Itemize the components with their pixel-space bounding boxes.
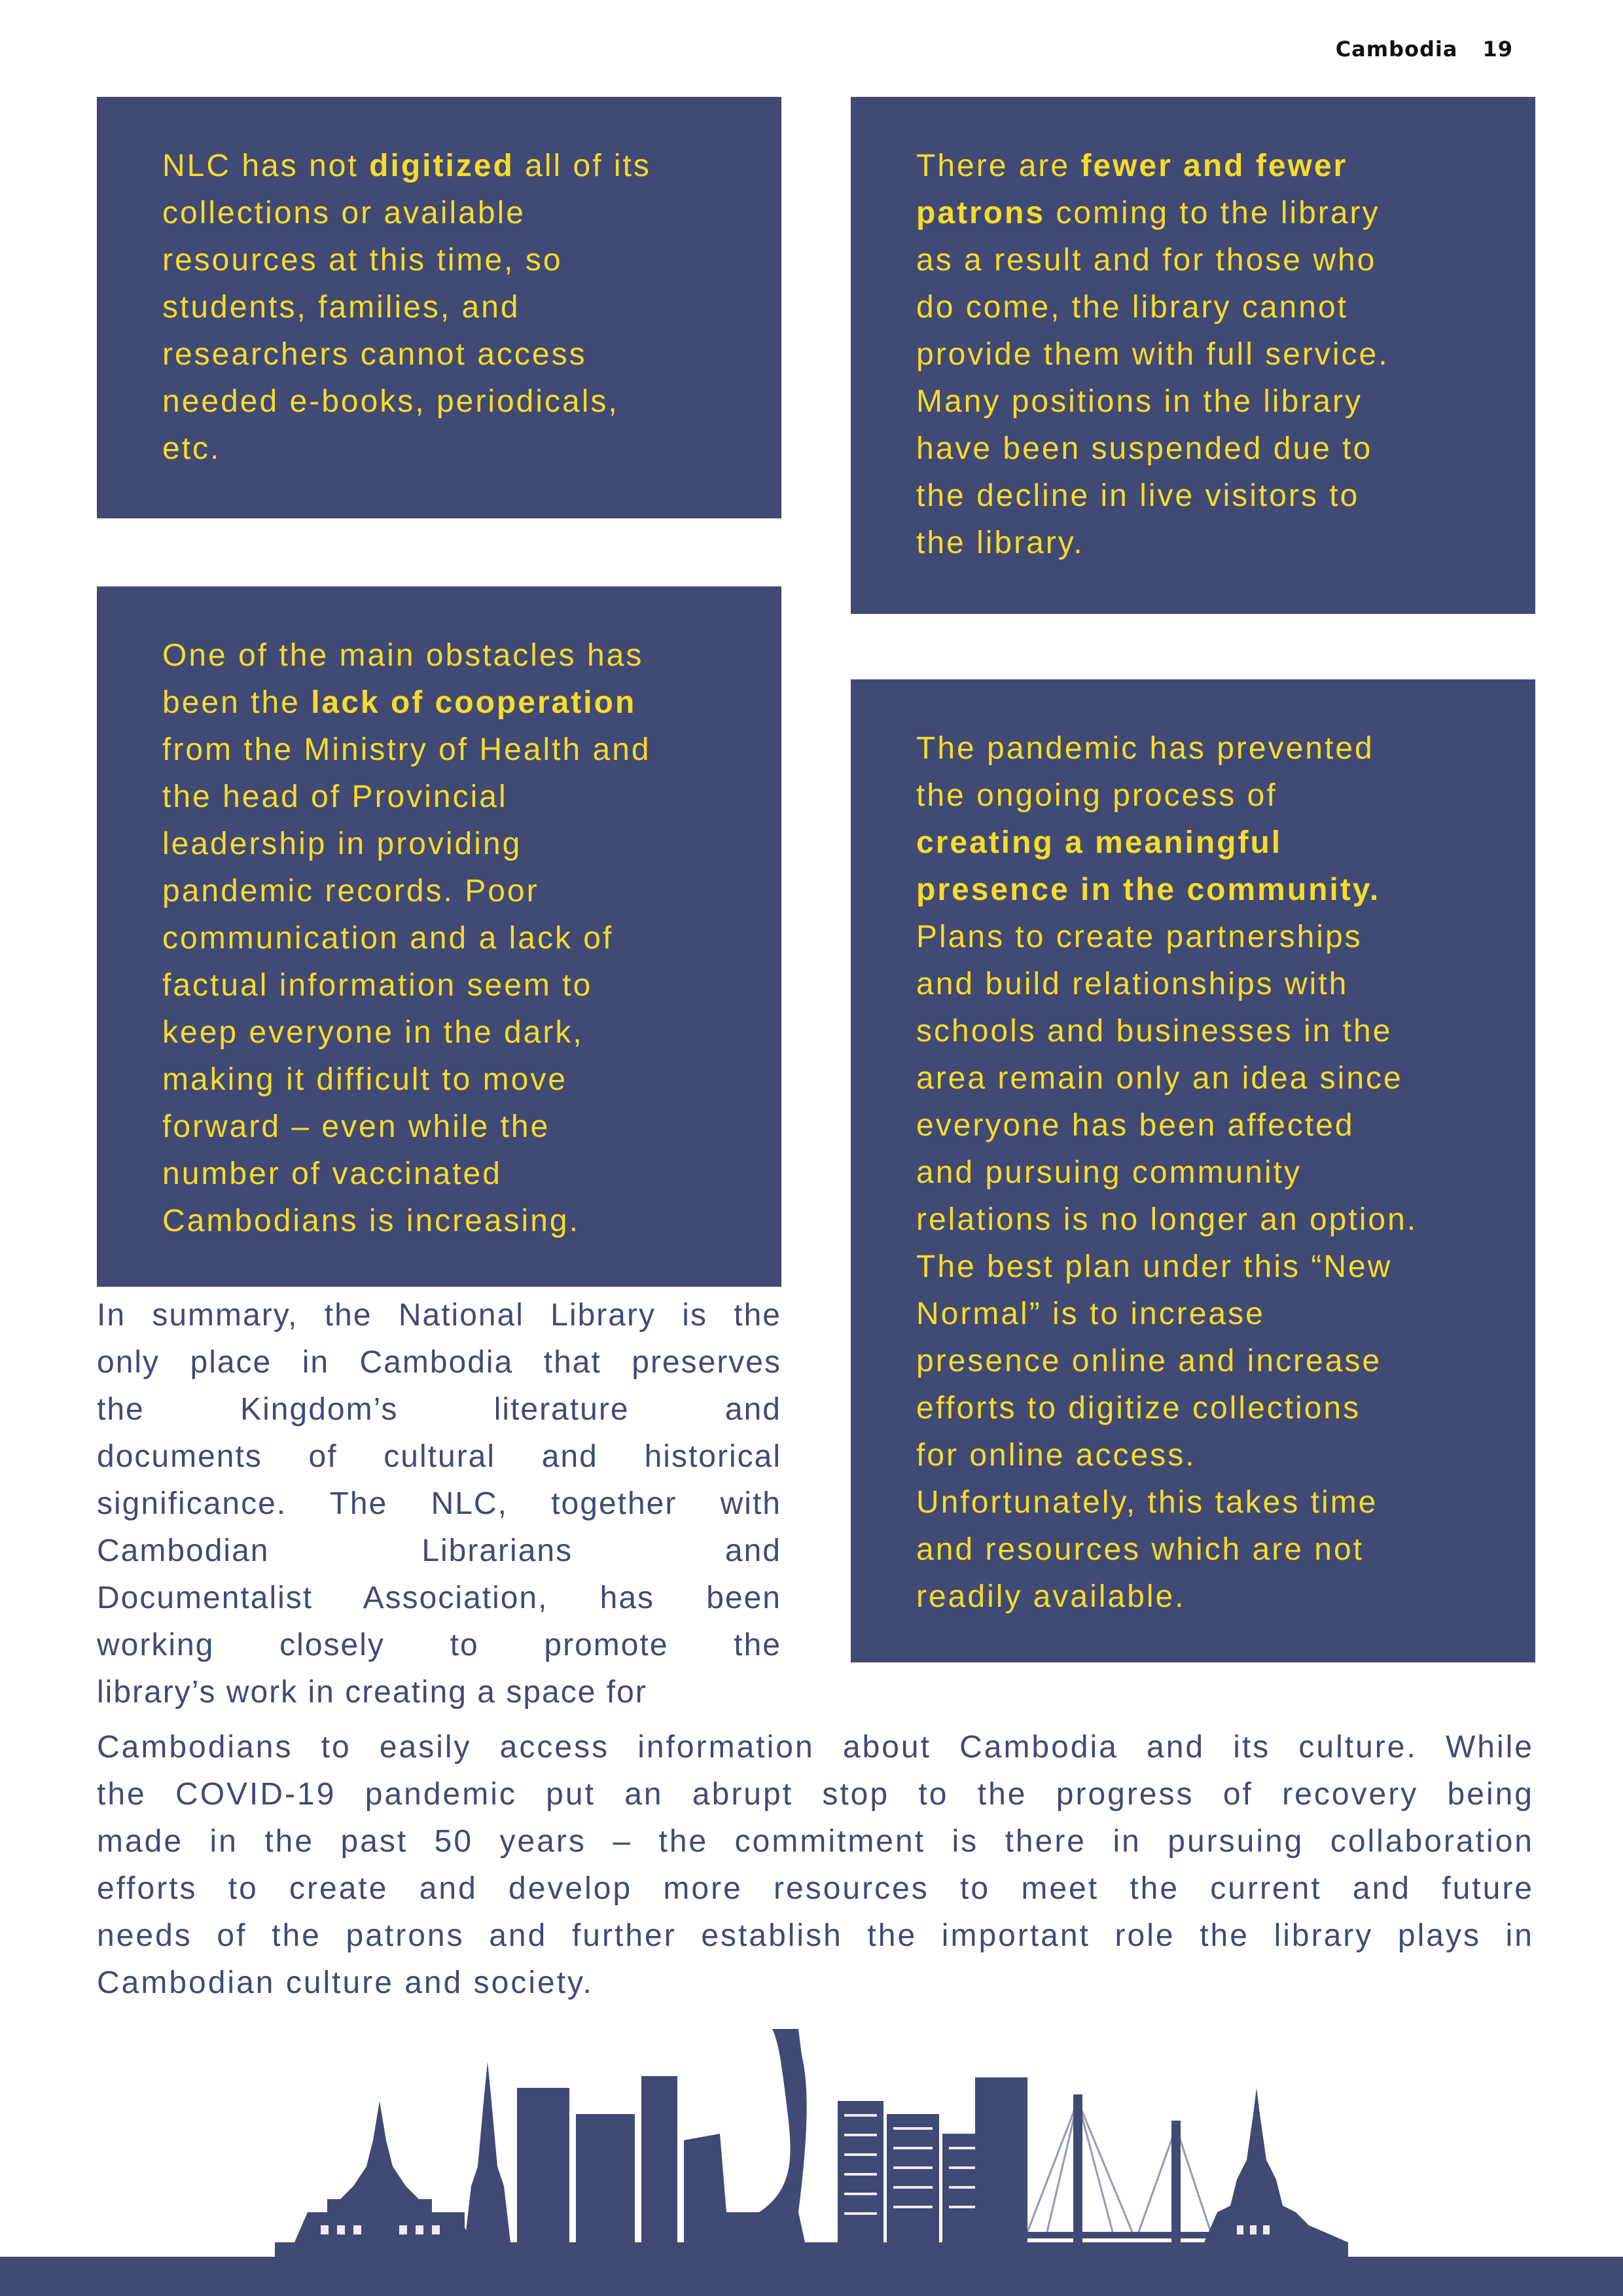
body-text: and resources which are not bbox=[916, 1532, 1364, 1567]
patrons-callout-text bbox=[916, 143, 1472, 567]
cooperation-line bbox=[162, 679, 719, 726]
closing-line: Cambodians to easily access information about Cambodia and its culture. While bbox=[97, 1730, 1534, 1765]
patrons-line bbox=[916, 520, 1472, 567]
closing-line: made in the past 50 years – the commitment is there in pursuing collaboration bbox=[97, 1824, 1534, 1859]
body-text: NLC has not bbox=[162, 149, 370, 183]
body-text: Normal” is to increase bbox=[916, 1297, 1265, 1331]
body-text: coming to the library bbox=[1045, 196, 1380, 230]
patrons-line bbox=[916, 378, 1472, 425]
digitized-callout-box bbox=[97, 97, 781, 518]
body-text: students, families, and bbox=[162, 290, 520, 325]
body-text: factual information seem to bbox=[162, 968, 593, 1003]
body-text: and build relationships with bbox=[916, 967, 1349, 1001]
body-text: pandemic records. Poor bbox=[162, 874, 539, 908]
body-text: area remain only an idea since bbox=[916, 1061, 1403, 1096]
community-line bbox=[916, 961, 1472, 1008]
closing-paragraph bbox=[97, 1724, 1534, 2007]
body-text: There are bbox=[916, 149, 1081, 183]
body-text: etc. bbox=[162, 431, 221, 466]
community-line bbox=[916, 1102, 1472, 1149]
summary-line: Cambodian Librarians and bbox=[97, 1534, 781, 1568]
cooperation-line bbox=[162, 1009, 719, 1056]
tower-g bbox=[975, 2077, 1027, 2245]
body-text: schools and businesses in the bbox=[916, 1014, 1393, 1049]
closing-line: the COVID-19 pandemic put an abrupt stop to the progress of recovery being bbox=[97, 1777, 1534, 1812]
footer-band bbox=[0, 2257, 1623, 2296]
body-text: the decline in live visitors to bbox=[916, 478, 1360, 513]
body-text: efforts to digitize collections bbox=[916, 1391, 1361, 1426]
digitized-line bbox=[162, 284, 719, 331]
patrons-line bbox=[916, 237, 1472, 284]
tower-c bbox=[641, 2076, 677, 2245]
digitized-line bbox=[162, 425, 719, 473]
tower-b bbox=[576, 2114, 635, 2245]
section-title: Cambodia bbox=[1335, 37, 1458, 62]
summary-line: Documentalist Association, has been bbox=[97, 1581, 781, 1615]
digitized-callout-text bbox=[162, 143, 719, 473]
community-line bbox=[916, 1432, 1472, 1479]
body-text: and pursuing community bbox=[916, 1155, 1302, 1190]
cooperation-line bbox=[162, 962, 719, 1009]
body-text: Plans to create partnerships bbox=[916, 920, 1363, 954]
phnom-penh-skyline-illustration bbox=[0, 2016, 1623, 2296]
body-text: the ongoing process of bbox=[916, 778, 1277, 813]
body-text: relations is no longer an option. bbox=[916, 1202, 1418, 1237]
summary-line: In summary, the National Library is the bbox=[97, 1298, 781, 1333]
community-line bbox=[916, 819, 1472, 867]
body-text: been the bbox=[162, 685, 312, 720]
cooperation-line bbox=[162, 726, 719, 774]
summary-line: documents of cultural and historical bbox=[97, 1439, 781, 1474]
closing-line: Cambodian culture and society. bbox=[97, 1965, 594, 2000]
body-text: from the Ministry of Health and bbox=[162, 732, 651, 767]
body-text: The best plan under this “New bbox=[916, 1249, 1393, 1284]
body-text: collections or available bbox=[162, 196, 526, 230]
emphasis-text: presence in the community. bbox=[916, 872, 1381, 907]
summary-line: only place in Cambodia that preserves bbox=[97, 1345, 781, 1380]
page-number: 19 bbox=[1482, 37, 1513, 62]
body-text: needed e-books, periodicals, bbox=[162, 384, 619, 419]
community-callout-text bbox=[916, 725, 1472, 1621]
community-line bbox=[916, 1055, 1472, 1102]
body-text: making it difficult to move bbox=[162, 1062, 568, 1097]
body-text: provide them with full service. bbox=[916, 337, 1389, 372]
temple-silhouette bbox=[1204, 2088, 1348, 2242]
community-line bbox=[916, 1008, 1472, 1055]
digitized-line bbox=[162, 143, 719, 190]
body-text: One of the main obstacles has bbox=[162, 638, 644, 673]
body-text: as a result and for those who bbox=[916, 243, 1377, 278]
patrons-line bbox=[916, 473, 1472, 520]
summary-line: working closely to promote the bbox=[97, 1628, 781, 1662]
cooperation-line bbox=[162, 1198, 719, 1245]
patrons-callout-box bbox=[851, 97, 1535, 614]
stupa-silhouette bbox=[465, 2062, 510, 2242]
community-callout-box bbox=[851, 679, 1535, 1662]
body-text: do come, the library cannot bbox=[916, 290, 1348, 325]
body-text: the head of Provincial bbox=[162, 780, 508, 814]
body-text: leadership in providing bbox=[162, 827, 522, 861]
community-line bbox=[916, 1244, 1472, 1291]
cooperation-line bbox=[162, 915, 719, 962]
body-text: The pandemic has prevented bbox=[916, 731, 1374, 766]
body-text: researchers cannot access bbox=[162, 337, 587, 372]
patrons-line bbox=[916, 331, 1472, 378]
summary-paragraph bbox=[97, 1292, 781, 1716]
cooperation-callout-box bbox=[97, 586, 781, 1287]
patrons-line bbox=[916, 143, 1472, 190]
page-header bbox=[1336, 37, 1513, 62]
community-line bbox=[916, 772, 1472, 819]
emphasis-text: lack of cooperation bbox=[311, 685, 637, 720]
tower-a bbox=[517, 2088, 569, 2245]
cooperation-line bbox=[162, 1056, 719, 1103]
cooperation-callout-text bbox=[162, 632, 719, 1245]
body-text: presence online and increase bbox=[916, 1344, 1382, 1378]
emphasis-text: patrons bbox=[916, 196, 1046, 230]
digitized-line bbox=[162, 190, 719, 237]
body-text: the library. bbox=[916, 526, 1084, 560]
emphasis-text: fewer and fewer bbox=[1080, 149, 1348, 183]
community-line bbox=[916, 1149, 1472, 1196]
body-text: communication and a lack of bbox=[162, 921, 614, 956]
body-text: number of vaccinated bbox=[162, 1157, 502, 1191]
cooperation-line bbox=[162, 1151, 719, 1198]
emphasis-text: digitized bbox=[369, 149, 514, 183]
body-text: all of its bbox=[514, 149, 651, 183]
body-text: everyone has been affected bbox=[916, 1108, 1355, 1143]
patrons-line bbox=[916, 284, 1472, 331]
community-line bbox=[916, 1196, 1472, 1244]
summary-line: significance. The NLC, together with bbox=[97, 1486, 781, 1521]
community-line bbox=[916, 725, 1472, 772]
body-text: keep everyone in the dark, bbox=[162, 1015, 584, 1050]
cooperation-line bbox=[162, 821, 719, 868]
patrons-line bbox=[916, 425, 1472, 473]
summary-line: the Kingdom’s literature and bbox=[97, 1392, 781, 1427]
cooperation-line bbox=[162, 774, 719, 821]
cooperation-line bbox=[162, 868, 719, 915]
closing-line: efforts to create and develop more resources to meet the current and future bbox=[97, 1871, 1534, 1906]
patrons-line bbox=[916, 190, 1472, 237]
cooperation-line bbox=[162, 1103, 719, 1151]
body-text: forward – even while the bbox=[162, 1109, 550, 1144]
community-line bbox=[916, 1385, 1472, 1432]
community-line bbox=[916, 1338, 1472, 1385]
body-text: resources at this time, so bbox=[162, 243, 563, 278]
community-line bbox=[916, 867, 1472, 914]
emphasis-text: creating a meaningful bbox=[916, 825, 1283, 860]
closing-line: needs of the patrons and further establish the important role the library plays in bbox=[97, 1918, 1534, 1953]
body-text: readily available. bbox=[916, 1579, 1186, 1614]
community-line bbox=[916, 914, 1472, 961]
tower-e bbox=[887, 2114, 939, 2245]
digitized-line bbox=[162, 331, 719, 378]
body-text: Many positions in the library bbox=[916, 384, 1363, 419]
body-text: Cambodians is increasing. bbox=[162, 1204, 580, 1238]
digitized-line bbox=[162, 237, 719, 284]
summary-line: library’s work in creating a space for bbox=[97, 1675, 647, 1710]
community-line bbox=[916, 1291, 1472, 1338]
community-line bbox=[916, 1479, 1472, 1526]
community-line bbox=[916, 1573, 1472, 1621]
body-text: have been suspended due to bbox=[916, 431, 1373, 466]
body-text: for online access. bbox=[916, 1438, 1196, 1473]
body-text: Unfortunately, this takes time bbox=[916, 1485, 1378, 1520]
community-line bbox=[916, 1526, 1472, 1573]
curved-tower-silhouette bbox=[684, 2029, 807, 2242]
digitized-line bbox=[162, 378, 719, 425]
cooperation-line bbox=[162, 632, 719, 679]
